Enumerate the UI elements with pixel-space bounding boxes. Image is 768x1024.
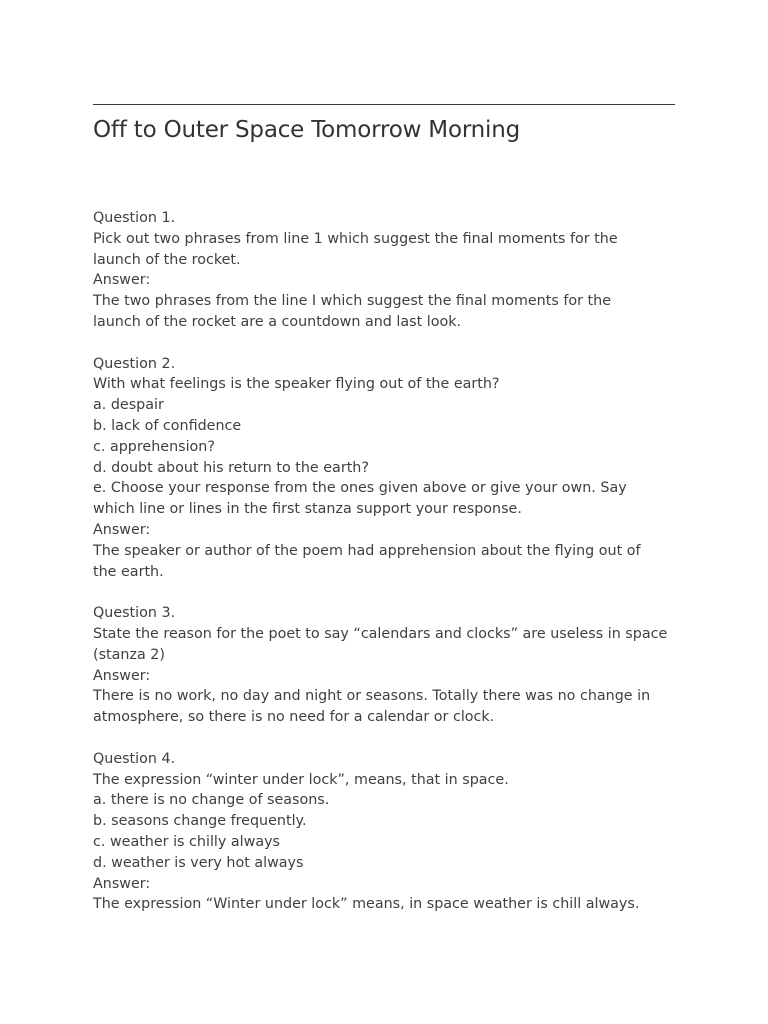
answer-text-line: The two phrases from the line I which suggest the final moments for the [93,293,611,310]
option-line: a. there is no change of seasons. [93,792,330,809]
option-line: b. seasons change frequently. [93,813,307,830]
answer-text-line: the earth. [93,563,164,580]
answer-text-line: There is no work, no day and night or seasons. Totally there was no change in [93,688,651,705]
option-line: e. Choose your response from the ones given above or give your own. Say [93,480,627,497]
question-label: Question 1. [93,210,176,226]
option-line: b. lack of confidence [93,417,242,434]
option-line: c. apprehension? [93,438,215,455]
page-title: Off to Outer Space Tomorrow Morning [93,117,521,143]
question-block-3 [93,603,675,728]
answer-label: Answer: [93,875,151,892]
option-line: d. weather is very hot always [93,854,304,871]
answer-text-line: The expression “Winter under lock” means, in space weather is chill always. [93,896,640,913]
question-text-line: With what feelings is the speaker flying out of the earth? [93,376,500,393]
question-block-4 [93,749,675,915]
question-label: Question 3. [93,605,176,622]
option-line: c. weather is chilly always [93,833,280,850]
option-line: d. doubt about his return to the earth? [93,459,369,476]
question-list [93,208,675,936]
header-rule [93,104,675,105]
answer-label: Answer: [93,667,151,684]
answer-text-line: atmosphere, so there is no need for a calendar or clock. [93,709,495,726]
question-text-line: launch of the rocket. [93,251,241,268]
answer-label: Answer: [93,272,151,289]
question-text-line: Pick out two phrases from line 1 which suggest the final moments for the [93,230,618,247]
question-text-line: (stanza 2) [93,646,165,663]
answer-text-line: The speaker or author of the poem had apprehension about the flying out of [93,542,641,559]
question-block-1 [93,208,675,333]
question-text-line: The expression “winter under lock”, means, that in space. [93,771,509,788]
question-block-2 [93,354,675,583]
answer-text-line: launch of the rocket are a countdown and last look. [93,313,462,330]
question-label: Question 4. [93,750,176,767]
answer-label: Answer: [93,521,151,538]
option-line: which line or lines in the first stanza support your response. [93,501,522,518]
question-label: Question 2. [93,355,176,372]
question-text-line: State the reason for the poet to say “calendars and clocks” are useless in space [93,625,668,642]
option-line: a. despair [93,397,164,414]
